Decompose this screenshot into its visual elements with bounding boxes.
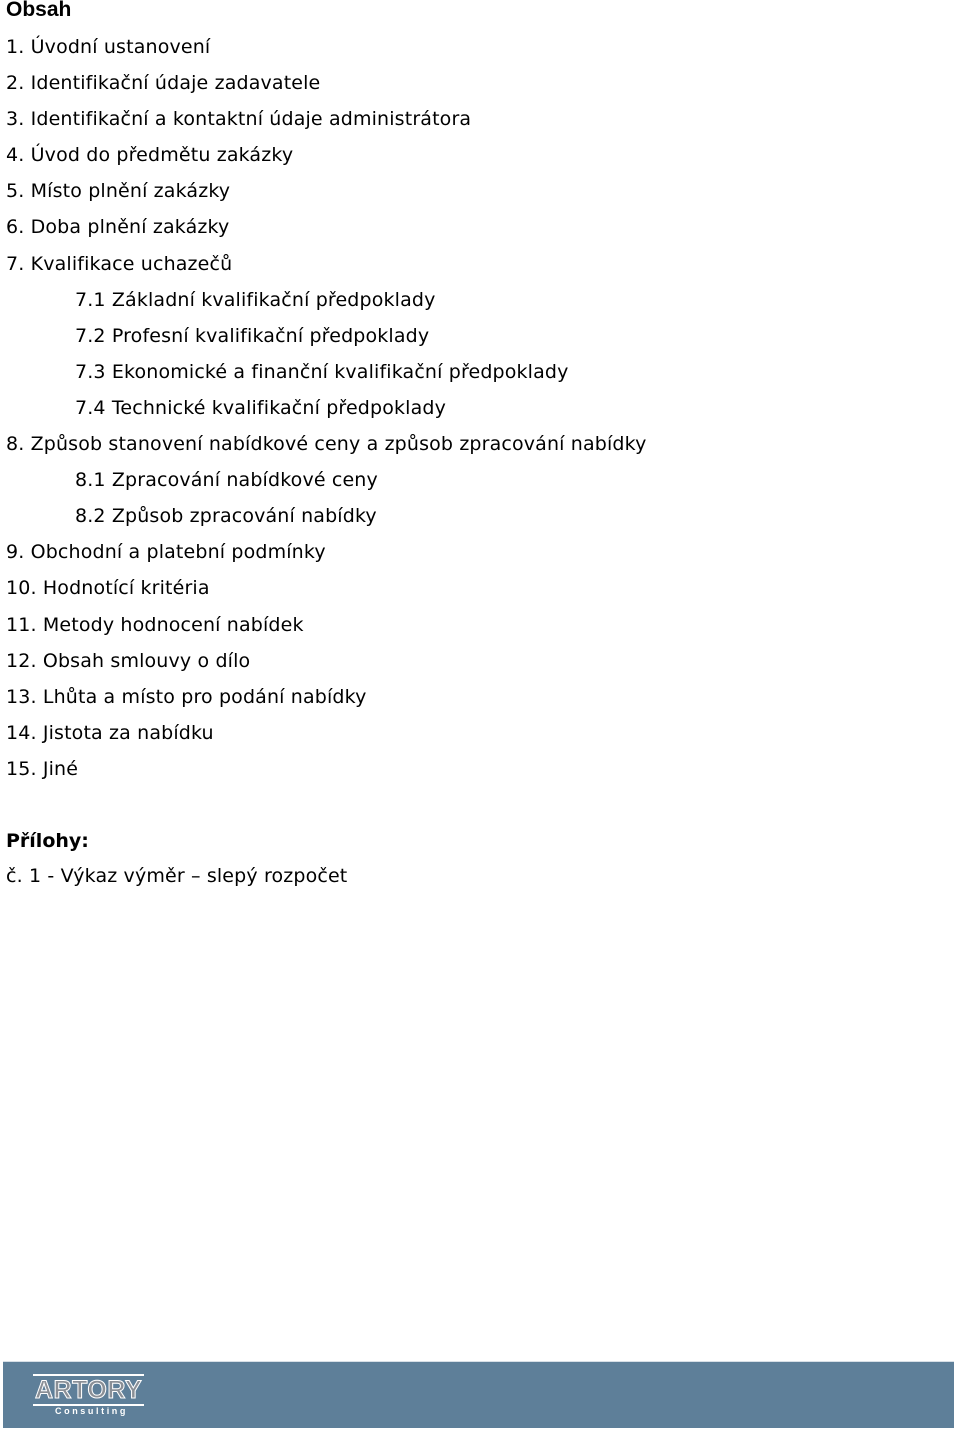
toc-item: 1. Úvodní ustanovení	[6, 36, 211, 58]
toc-item: 2. Identifikační údaje zadavatele	[6, 72, 321, 95]
toc-item: 9. Obchodní a platební podmínky	[6, 541, 326, 564]
toc-item: 15. Jiné	[6, 757, 79, 780]
toc-item: 6. Doba plnění zakázky	[6, 216, 230, 239]
appendix-title: Přílohy:	[6, 830, 89, 852]
toc-item: 14. Jistota za nabídku	[6, 721, 214, 744]
logo-wordmark: ARTORY	[35, 1376, 143, 1404]
toc-subitem: 8.1 Zpracování nabídkové ceny	[75, 469, 378, 492]
toc-item: 5. Místo plnění zakázky	[6, 180, 231, 203]
appendix-item: č. 1 - Výkaz výměr – slepý rozpočet	[6, 865, 348, 887]
footer-bar	[3, 1361, 954, 1428]
logo-subtext: Consulting	[55, 1406, 128, 1416]
toc-subitem: 7.4 Technické kvalifikační předpoklady	[75, 396, 446, 419]
toc-item: 7. Kvalifikace uchazečů	[6, 252, 233, 275]
toc-item: 12. Obsah smlouvy o dílo	[6, 649, 251, 672]
toc-item: 11. Metody hodnocení nabídek	[6, 613, 304, 636]
toc-item: 8. Způsob stanovení nabídkové ceny a způsob zpracování nabídky	[6, 433, 647, 456]
toc-subitem: 7.3 Ekonomické a finanční kvalifikační předpoklady	[75, 360, 569, 383]
toc-title: Obsah	[6, 0, 72, 21]
toc-item: 4. Úvod do předmětu zakázky	[6, 144, 294, 167]
toc-item: 13. Lhůta a místo pro podání nabídky	[6, 685, 367, 708]
toc-item: 10. Hodnotící kritéria	[6, 577, 210, 600]
toc-subitem: 8.2 Způsob zpracování nabídky	[75, 505, 377, 528]
toc-subitem: 7.2 Profesní kvalifikační předpoklady	[75, 324, 430, 347]
company-logo	[33, 1374, 155, 1416]
toc-list	[0, 34, 646, 792]
toc-subitem: 7.1 Základní kvalifikační předpoklady	[75, 288, 436, 311]
toc-item: 3. Identifikační a kontaktní údaje administrátora	[6, 108, 472, 131]
